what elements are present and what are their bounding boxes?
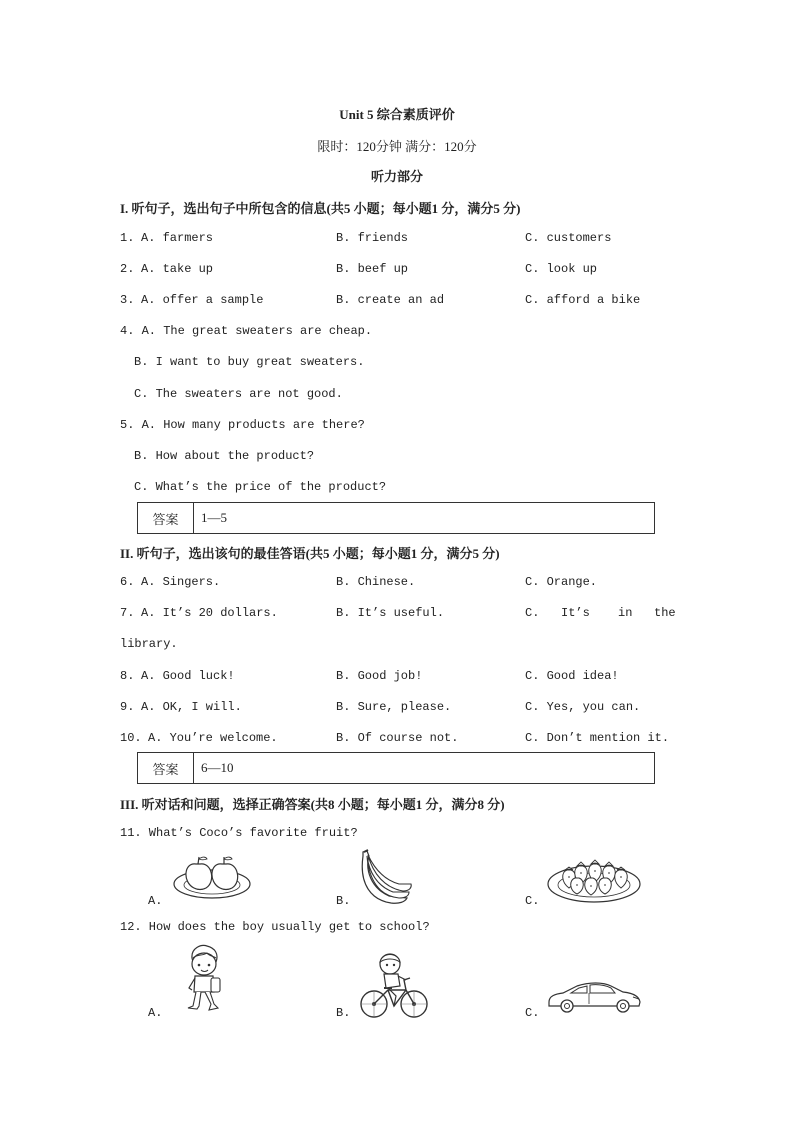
q5-option-c: C. What’s the price of the product? bbox=[134, 480, 387, 494]
q1-option-c: C. customers bbox=[525, 231, 612, 245]
q4-option-c: C. The sweaters are not good. bbox=[134, 387, 343, 401]
answer-label: 答案 bbox=[138, 503, 194, 533]
q2-option-b: B. beef up bbox=[336, 262, 409, 276]
q8-option-a: A. Good luck! bbox=[141, 669, 235, 683]
q3-option-c: C. afford a bike bbox=[525, 293, 641, 307]
q6-number: 6. bbox=[120, 575, 135, 589]
q3-number: 3. bbox=[120, 293, 135, 307]
q7-option-a: A. It’s 20 dollars. bbox=[141, 606, 278, 620]
q8-option-b: B. Good job! bbox=[336, 669, 423, 683]
q9-option-c: C. Yes, you can. bbox=[525, 700, 641, 714]
q10-option-b: B. Of course not. bbox=[336, 731, 459, 745]
q3-option-b: B. create an ad bbox=[336, 293, 445, 307]
q7-option-c-word4: library. bbox=[120, 637, 178, 651]
apples-plate-icon bbox=[170, 852, 254, 902]
q11-option-c: C. bbox=[525, 894, 540, 908]
boy-on-bike-icon bbox=[360, 950, 428, 1020]
q2-option-c: C. look up bbox=[525, 262, 598, 276]
time-score-info: 限时：120分钟 满分：120分 bbox=[317, 139, 477, 154]
section-title: 听力部分 bbox=[370, 169, 423, 184]
q12-option-b: B. bbox=[336, 1006, 351, 1020]
q7-option-c-word3: the bbox=[654, 606, 676, 620]
q7-option-b: B. It’s useful. bbox=[336, 606, 445, 620]
strawberries-plate-icon bbox=[545, 848, 643, 906]
q7-option-c-word2: in bbox=[618, 606, 633, 620]
answer-range: 1—5 bbox=[201, 510, 227, 525]
boy-walking-icon bbox=[183, 944, 225, 1014]
q6-option-c: C. Orange. bbox=[525, 575, 598, 589]
answer-label: 答案 bbox=[138, 753, 194, 783]
q9-option-a: A. OK, I will. bbox=[141, 700, 242, 714]
q6-option-a: A. Singers. bbox=[141, 575, 221, 589]
q5-option-b: B. How about the product? bbox=[134, 449, 315, 463]
q9-number: 9. bbox=[120, 700, 135, 714]
q2-number: 2. bbox=[120, 262, 135, 276]
q7-option-c-letter: C. bbox=[525, 606, 540, 620]
bananas-icon bbox=[355, 848, 415, 906]
q1-number: 1. bbox=[120, 231, 135, 245]
q1-option-a: A. farmers bbox=[141, 231, 214, 245]
page-title: Unit 5 综合素质评价 bbox=[339, 107, 455, 122]
q1-option-b: B. friends bbox=[336, 231, 409, 245]
part2-heading: II. 听句子，选出该句的最佳答语(共5 小题；每小题1 分，满分5 分) bbox=[120, 546, 500, 561]
q6-option-b: B. Chinese. bbox=[336, 575, 416, 589]
answer-box-1-5 bbox=[137, 502, 655, 534]
q10-number: 10. bbox=[120, 731, 142, 745]
part3-heading: III. 听对话和问题，选择正确答案(共8 小题；每小题1 分，满分8 分) bbox=[120, 797, 505, 812]
q7-number: 7. bbox=[120, 606, 135, 620]
answer-box-6-10 bbox=[137, 752, 655, 784]
q5-option-a: 5. A. How many products are there? bbox=[120, 418, 365, 432]
answer-range: 6—10 bbox=[201, 760, 234, 775]
q12-option-c: C. bbox=[525, 1006, 540, 1020]
q12-option-a: A. bbox=[148, 1006, 163, 1020]
q11-question: 11. What’s Coco’s favorite fruit? bbox=[120, 826, 358, 840]
q12-question: 12. How does the boy usually get to school? bbox=[120, 920, 430, 934]
q8-number: 8. bbox=[120, 669, 135, 683]
q10-option-c: C. Don’t mention it. bbox=[525, 731, 670, 745]
q4-option-a: 4. A. The great sweaters are cheap. bbox=[120, 324, 373, 338]
q9-option-b: B. Sure, please. bbox=[336, 700, 452, 714]
q8-option-c: C. Good idea! bbox=[525, 669, 619, 683]
q10-option-a: A. You’re welcome. bbox=[148, 731, 278, 745]
q11-option-a: A. bbox=[148, 894, 163, 908]
car-icon bbox=[545, 980, 643, 1014]
q11-option-b: B. bbox=[336, 894, 351, 908]
q2-option-a: A. take up bbox=[141, 262, 214, 276]
q4-option-b: B. I want to buy great sweaters. bbox=[134, 355, 365, 369]
part1-heading: I. 听句子，选出句子中所包含的信息(共5 小题；每小题1 分，满分5 分) bbox=[120, 201, 521, 216]
q3-option-a: A. offer a sample bbox=[141, 293, 264, 307]
q7-option-c-word1: It’s bbox=[561, 606, 590, 620]
